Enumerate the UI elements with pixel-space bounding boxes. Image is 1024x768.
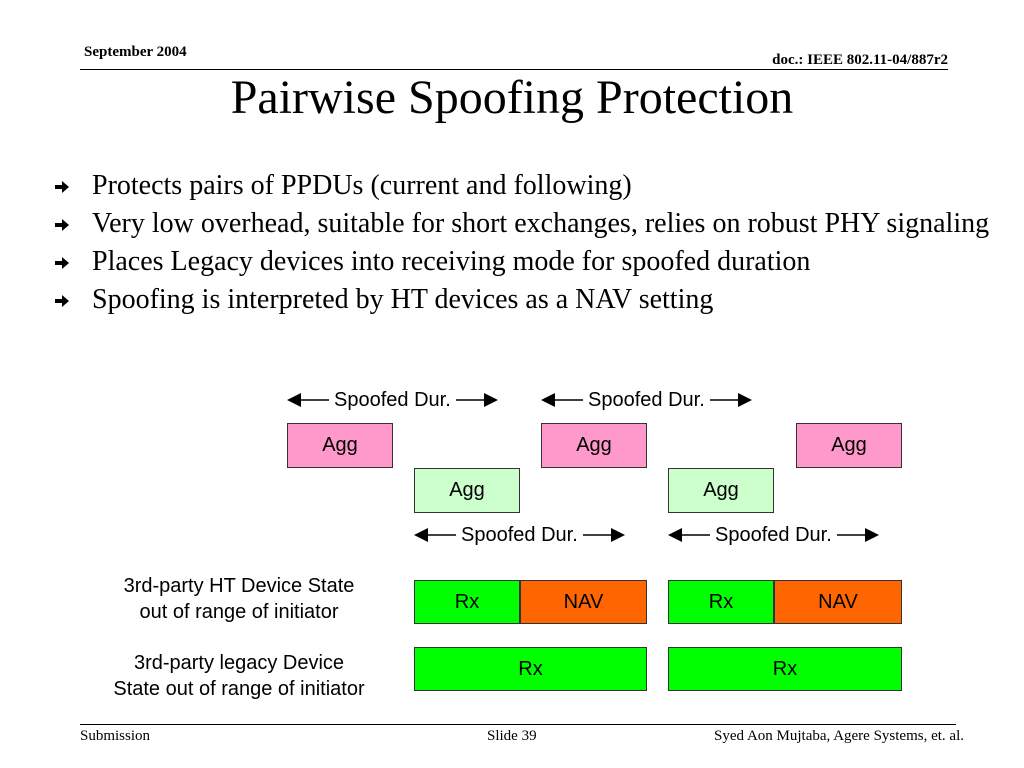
spoofed-duration-label: Spoofed Dur. [588, 388, 705, 411]
bullet-item [55, 284, 995, 316]
bullet-item [55, 170, 995, 202]
right-arrowhead-icon [837, 528, 879, 542]
spoofed-duration-arrow [541, 388, 752, 412]
initiator-agg-box: Agg [287, 423, 393, 468]
ht-device-row-label-line: out of range of initiator [139, 601, 339, 623]
initiator-agg-box: Agg [796, 423, 902, 468]
spoofed-duration-label: Spoofed Dur. [334, 388, 451, 411]
right-arrow-icon [55, 181, 69, 193]
legacy-device-row-label [80, 650, 398, 702]
footer-submission: Submission [80, 728, 151, 744]
slide-title: Pairwise Spoofing Protection [230, 71, 794, 124]
left-arrowhead-icon [541, 393, 583, 407]
left-arrowhead-icon [414, 528, 456, 542]
legacy-device-row-label-line: State out of range of initiator [113, 678, 365, 700]
bullet-text: Protects pairs of PPDUs (current and following) [92, 170, 632, 201]
ht-rx-box: Rx [668, 580, 774, 624]
right-arrow-icon [55, 257, 69, 269]
responder-agg-box: Agg [668, 468, 774, 513]
footer-divider [80, 724, 956, 725]
ht-nav-box: NAV [774, 580, 902, 624]
header-date: September 2004 [84, 44, 187, 60]
ht-device-row-label [80, 573, 398, 625]
right-arrowhead-icon [583, 528, 625, 542]
ht-nav-box: NAV [520, 580, 647, 624]
right-arrowhead-icon [710, 393, 752, 407]
legacy-rx-box: Rx [668, 647, 902, 691]
ht-device-row-label-line: 3rd-party HT Device State [123, 575, 355, 597]
initiator-agg-box: Agg [541, 423, 647, 468]
spoofed-duration-arrow [414, 523, 625, 547]
left-arrowhead-icon [287, 393, 329, 407]
ht-rx-box: Rx [414, 580, 520, 624]
spoofed-duration-arrow [668, 523, 879, 547]
bullet-list [55, 170, 995, 322]
header-doc-id: doc.: IEEE 802.11-04/887r2 [772, 52, 948, 68]
spoofed-duration-label: Spoofed Dur. [715, 523, 832, 546]
legacy-rx-box: Rx [414, 647, 647, 691]
footer-slide-number: Slide 39 [487, 728, 537, 744]
bullet-text: Spoofing is interpreted by HT devices as a NAV setting [92, 284, 714, 315]
bullet-text: Places Legacy devices into receiving mode for spoofed duration [92, 246, 811, 277]
right-arrowhead-icon [456, 393, 498, 407]
responder-agg-box: Agg [414, 468, 520, 513]
footer-authors: Syed Aon Mujtaba, Agere Systems, et. al. [714, 728, 964, 744]
bullet-text: Very low overhead, suitable for short exchanges, relies on robust PHY signaling [92, 208, 990, 239]
right-arrow-icon [55, 295, 69, 307]
bullet-item [55, 246, 995, 278]
right-arrow-icon [55, 219, 69, 231]
legacy-device-row-label-line: 3rd-party legacy Device [133, 652, 345, 674]
spoofed-duration-arrow [287, 388, 498, 412]
left-arrowhead-icon [668, 528, 710, 542]
bullet-item [55, 208, 995, 240]
spoofed-duration-label: Spoofed Dur. [461, 523, 578, 546]
